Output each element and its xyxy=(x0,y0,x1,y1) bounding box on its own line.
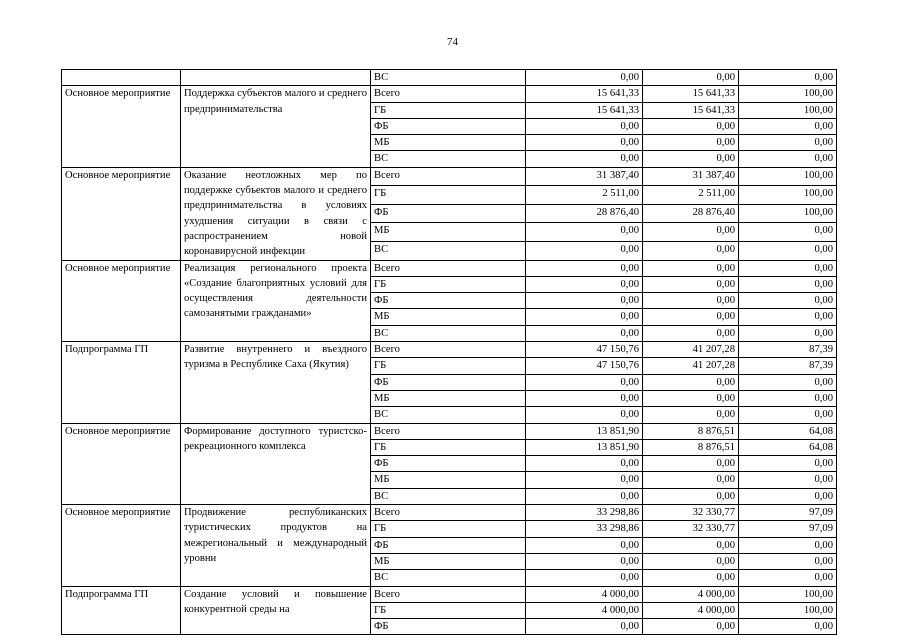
actual-amount-cell: 0,00 xyxy=(643,325,739,341)
actual-amount-cell: 15 641,33 xyxy=(643,86,739,102)
execution-percent-cell: 0,00 xyxy=(739,619,837,635)
table-row xyxy=(62,70,837,86)
planned-amount-cell: 33 298,86 xyxy=(526,521,643,537)
funding-source-cell: ВС xyxy=(371,70,526,86)
page-number: 74 xyxy=(447,36,458,48)
planned-amount-cell: 0,00 xyxy=(526,407,643,423)
table-row xyxy=(62,260,837,276)
program-description-cell: Продвижение республиканских туристических продуктов на межрегиональный и международный уровни xyxy=(181,505,371,586)
actual-amount-cell: 8 876,51 xyxy=(643,423,739,439)
actual-amount-cell: 15 641,33 xyxy=(643,102,739,118)
execution-percent-cell: 100,00 xyxy=(739,102,837,118)
execution-percent-cell: 100,00 xyxy=(739,167,837,186)
actual-amount-cell: 0,00 xyxy=(643,553,739,569)
actual-amount-cell: 0,00 xyxy=(643,309,739,325)
planned-amount-cell: 4 000,00 xyxy=(526,586,643,602)
actual-amount-cell: 0,00 xyxy=(643,260,739,276)
planned-amount-cell: 47 150,76 xyxy=(526,358,643,374)
planned-amount-cell: 33 298,86 xyxy=(526,505,643,521)
funding-source-cell: ГБ xyxy=(371,521,526,537)
execution-percent-cell: 0,00 xyxy=(739,570,837,586)
program-type-cell: Основное мероприятие xyxy=(62,423,181,504)
actual-amount-cell: 0,00 xyxy=(643,390,739,406)
actual-amount-cell: 0,00 xyxy=(643,619,739,635)
actual-amount-cell: 0,00 xyxy=(643,70,739,86)
funding-source-cell: ФБ xyxy=(371,374,526,390)
funding-source-cell: Всего xyxy=(371,586,526,602)
execution-percent-cell: 0,00 xyxy=(739,456,837,472)
execution-percent-cell: 0,00 xyxy=(739,135,837,151)
planned-amount-cell: 4 000,00 xyxy=(526,602,643,618)
execution-percent-cell: 0,00 xyxy=(739,118,837,134)
actual-amount-cell: 4 000,00 xyxy=(643,602,739,618)
actual-amount-cell: 0,00 xyxy=(643,537,739,553)
budget-table-body xyxy=(62,70,837,635)
table-row xyxy=(62,167,837,186)
funding-source-cell: ФБ xyxy=(371,293,526,309)
program-description-cell: Поддержка субъектов малого и среднего предпринимательства xyxy=(181,86,371,167)
execution-percent-cell: 64,08 xyxy=(739,423,837,439)
execution-percent-cell: 0,00 xyxy=(739,390,837,406)
table-row xyxy=(62,342,837,358)
actual-amount-cell: 0,00 xyxy=(643,151,739,167)
funding-source-cell: ФБ xyxy=(371,456,526,472)
program-description-cell: Формирование доступного туристско-рекреационного комплекса xyxy=(181,423,371,504)
funding-source-cell: ФБ xyxy=(371,537,526,553)
funding-source-cell: ВС xyxy=(371,325,526,341)
planned-amount-cell: 15 641,33 xyxy=(526,86,643,102)
execution-percent-cell: 87,39 xyxy=(739,358,837,374)
planned-amount-cell: 0,00 xyxy=(526,456,643,472)
actual-amount-cell: 32 330,77 xyxy=(643,505,739,521)
execution-percent-cell: 0,00 xyxy=(739,293,837,309)
planned-amount-cell: 0,00 xyxy=(526,619,643,635)
program-type-cell: Основное мероприятие xyxy=(62,260,181,341)
funding-source-cell: ГБ xyxy=(371,358,526,374)
funding-source-cell: ГБ xyxy=(371,276,526,292)
execution-percent-cell: 97,09 xyxy=(739,521,837,537)
table-row xyxy=(62,423,837,439)
table-row xyxy=(62,86,837,102)
actual-amount-cell: 8 876,51 xyxy=(643,439,739,455)
funding-source-cell: МБ xyxy=(371,309,526,325)
planned-amount-cell: 0,00 xyxy=(526,472,643,488)
execution-percent-cell: 64,08 xyxy=(739,439,837,455)
planned-amount-cell: 15 641,33 xyxy=(526,102,643,118)
funding-source-cell: ФБ xyxy=(371,204,526,223)
funding-source-cell: Всего xyxy=(371,86,526,102)
planned-amount-cell: 0,00 xyxy=(526,570,643,586)
funding-source-cell: Всего xyxy=(371,342,526,358)
execution-percent-cell: 0,00 xyxy=(739,537,837,553)
execution-percent-cell: 0,00 xyxy=(739,472,837,488)
actual-amount-cell: 0,00 xyxy=(643,241,739,260)
execution-percent-cell: 0,00 xyxy=(739,325,837,341)
funding-source-cell: МБ xyxy=(371,553,526,569)
funding-source-cell: МБ xyxy=(371,390,526,406)
planned-amount-cell: 0,00 xyxy=(526,488,643,504)
planned-amount-cell: 0,00 xyxy=(526,118,643,134)
execution-percent-cell: 0,00 xyxy=(739,488,837,504)
program-type-cell: Основное мероприятие xyxy=(62,167,181,260)
execution-percent-cell: 100,00 xyxy=(739,186,837,205)
funding-source-cell: ФБ xyxy=(371,619,526,635)
actual-amount-cell: 0,00 xyxy=(643,456,739,472)
execution-percent-cell: 87,39 xyxy=(739,342,837,358)
planned-amount-cell: 0,00 xyxy=(526,374,643,390)
funding-source-cell: ВС xyxy=(371,241,526,260)
planned-amount-cell: 0,00 xyxy=(526,325,643,341)
planned-amount-cell: 0,00 xyxy=(526,309,643,325)
planned-amount-cell: 2 511,00 xyxy=(526,186,643,205)
execution-percent-cell: 0,00 xyxy=(739,260,837,276)
funding-source-cell: ВС xyxy=(371,151,526,167)
funding-source-cell: Всего xyxy=(371,260,526,276)
execution-percent-cell: 100,00 xyxy=(739,586,837,602)
actual-amount-cell: 32 330,77 xyxy=(643,521,739,537)
program-type-cell: Подпрограмма ГП xyxy=(62,586,181,635)
funding-source-cell: МБ xyxy=(371,472,526,488)
planned-amount-cell: 13 851,90 xyxy=(526,423,643,439)
funding-source-cell: Всего xyxy=(371,167,526,186)
actual-amount-cell: 0,00 xyxy=(643,570,739,586)
planned-amount-cell: 0,00 xyxy=(526,223,643,242)
planned-amount-cell: 0,00 xyxy=(526,260,643,276)
actual-amount-cell: 4 000,00 xyxy=(643,586,739,602)
planned-amount-cell: 47 150,76 xyxy=(526,342,643,358)
funding-source-cell: МБ xyxy=(371,135,526,151)
actual-amount-cell: 41 207,28 xyxy=(643,342,739,358)
actual-amount-cell: 0,00 xyxy=(643,488,739,504)
funding-source-cell: Всего xyxy=(371,423,526,439)
actual-amount-cell: 2 511,00 xyxy=(643,186,739,205)
actual-amount-cell: 28 876,40 xyxy=(643,204,739,223)
execution-percent-cell: 0,00 xyxy=(739,374,837,390)
actual-amount-cell: 0,00 xyxy=(643,374,739,390)
execution-percent-cell: 0,00 xyxy=(739,223,837,242)
actual-amount-cell: 0,00 xyxy=(643,135,739,151)
execution-percent-cell: 100,00 xyxy=(739,86,837,102)
program-description-cell: Реализация регионального проекта «Создание благоприятных условий для осуществления деятельности самозанятыми гражданами» xyxy=(181,260,371,341)
planned-amount-cell: 0,00 xyxy=(526,241,643,260)
planned-amount-cell: 31 387,40 xyxy=(526,167,643,186)
actual-amount-cell: 41 207,28 xyxy=(643,358,739,374)
execution-percent-cell: 0,00 xyxy=(739,241,837,260)
program-description-cell: Развитие внутреннего и въездного туризма в Республике Саха (Якутия) xyxy=(181,342,371,423)
actual-amount-cell: 0,00 xyxy=(643,407,739,423)
actual-amount-cell: 0,00 xyxy=(643,293,739,309)
planned-amount-cell: 0,00 xyxy=(526,70,643,86)
program-description-cell xyxy=(181,70,371,86)
funding-source-cell: ВС xyxy=(371,570,526,586)
funding-source-cell: ВС xyxy=(371,488,526,504)
execution-percent-cell: 97,09 xyxy=(739,505,837,521)
actual-amount-cell: 0,00 xyxy=(643,472,739,488)
actual-amount-cell: 0,00 xyxy=(643,223,739,242)
planned-amount-cell: 0,00 xyxy=(526,390,643,406)
program-type-cell: Основное мероприятие xyxy=(62,505,181,586)
budget-table xyxy=(61,69,837,635)
planned-amount-cell: 0,00 xyxy=(526,276,643,292)
execution-percent-cell: 0,00 xyxy=(739,276,837,292)
funding-source-cell: ГБ xyxy=(371,439,526,455)
funding-source-cell: ГБ xyxy=(371,102,526,118)
funding-source-cell: Всего xyxy=(371,505,526,521)
execution-percent-cell: 0,00 xyxy=(739,407,837,423)
execution-percent-cell: 0,00 xyxy=(739,553,837,569)
table-row xyxy=(62,586,837,602)
execution-percent-cell: 0,00 xyxy=(739,151,837,167)
execution-percent-cell: 100,00 xyxy=(739,602,837,618)
funding-source-cell: МБ xyxy=(371,223,526,242)
funding-source-cell: ВС xyxy=(371,407,526,423)
planned-amount-cell: 0,00 xyxy=(526,553,643,569)
planned-amount-cell: 0,00 xyxy=(526,135,643,151)
funding-source-cell: ГБ xyxy=(371,602,526,618)
planned-amount-cell: 28 876,40 xyxy=(526,204,643,223)
program-type-cell: Основное мероприятие xyxy=(62,86,181,167)
table-row xyxy=(62,505,837,521)
actual-amount-cell: 0,00 xyxy=(643,276,739,292)
planned-amount-cell: 0,00 xyxy=(526,151,643,167)
execution-percent-cell: 0,00 xyxy=(739,309,837,325)
program-type-cell xyxy=(62,70,181,86)
program-description-cell: Создание условий и повышение конкурентной среды на xyxy=(181,586,371,635)
program-type-cell: Подпрограмма ГП xyxy=(62,342,181,423)
planned-amount-cell: 13 851,90 xyxy=(526,439,643,455)
planned-amount-cell: 0,00 xyxy=(526,293,643,309)
planned-amount-cell: 0,00 xyxy=(526,537,643,553)
program-description-cell: Оказание неотложных мер по поддержке субъектов малого и среднего предпринимательства в условиях ухудшения ситуации в связи с распространением новой коронавирусной инфекции xyxy=(181,167,371,260)
funding-source-cell: ГБ xyxy=(371,186,526,205)
actual-amount-cell: 0,00 xyxy=(643,118,739,134)
execution-percent-cell: 0,00 xyxy=(739,70,837,86)
execution-percent-cell: 100,00 xyxy=(739,204,837,223)
funding-source-cell: ФБ xyxy=(371,118,526,134)
actual-amount-cell: 31 387,40 xyxy=(643,167,739,186)
